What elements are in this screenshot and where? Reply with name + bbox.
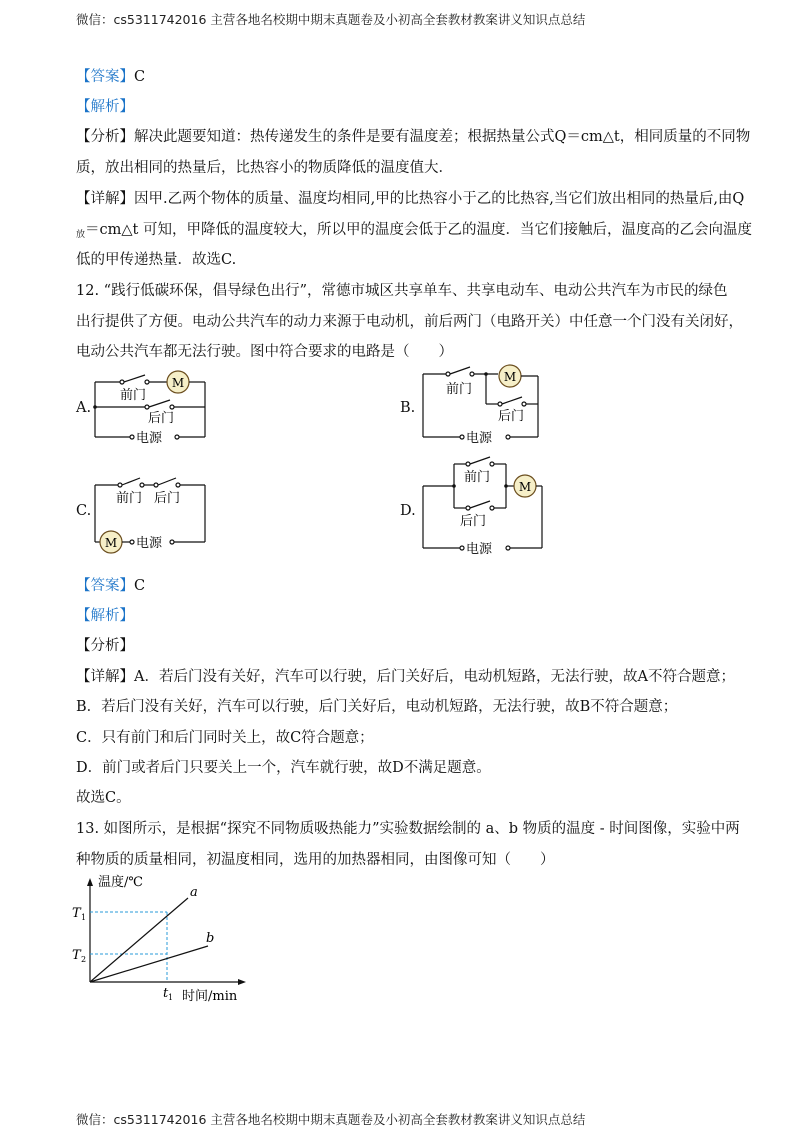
- q12-stem-2: 出行提供了方便。电动公共汽车的动力来源于电动机，前后两门（电路开关）中任意一个门没有关闭好，: [76, 314, 743, 330]
- q12-conclusion: 故选C。: [76, 790, 131, 806]
- q13-stem-2: 种物质的质量相同，初温度相同，选用的加热器相同，由图像可知（ ）: [76, 852, 555, 868]
- power-label: 电源: [136, 536, 163, 551]
- circuit-c-diagram: [90, 470, 215, 555]
- motor-symbol: M: [171, 376, 185, 390]
- xiangjie-tag: 【详解】: [76, 191, 134, 207]
- q12-fenxi-tag: 【分析】: [76, 638, 134, 654]
- circuit-a-diagram: [90, 362, 215, 447]
- front-door-label: 前门: [446, 382, 473, 397]
- answer-value: C: [134, 69, 146, 85]
- back-door-label: 后门: [460, 514, 487, 529]
- line-b-label: b: [206, 931, 215, 946]
- q12-xiangjie-a: [76, 665, 735, 686]
- motor-symbol: M: [503, 370, 517, 384]
- answer-value: C: [134, 578, 146, 594]
- x-axis-label: 时间/min: [182, 989, 238, 1004]
- line-a: [90, 898, 188, 982]
- q11-xiangjie-line-1: [76, 187, 744, 208]
- back-door-label: 后门: [154, 491, 181, 506]
- answer-tag: 【答案】: [76, 69, 134, 85]
- motor-symbol: M: [104, 536, 118, 550]
- junction-dot: [484, 372, 488, 376]
- q12-stem-3: 电动公共汽车都无法行驶。图中符合要求的电路是（ ）: [76, 344, 453, 360]
- q12-xiangjie-d: D．前门或者后门只要关上一个，汽车就行驶，故D不满足题意。: [76, 760, 491, 776]
- q11-xiangjie-line-2: [76, 218, 752, 240]
- back-door-label: 后门: [148, 411, 175, 426]
- q12-analysis-tag: 【解析】: [76, 608, 134, 624]
- fenxi-text: 解决此题要知道：热传递发生的条件是要有温度差；根据热量公式Q＝cm△t，相同质量的不同物: [134, 129, 751, 145]
- time-t1-label: t: [163, 986, 169, 1001]
- junction-dot: [504, 484, 508, 488]
- front-door-label: 前门: [116, 491, 143, 506]
- subscript-fang: 放: [76, 230, 86, 240]
- option-b-label: B.: [400, 400, 416, 416]
- xiangjie-tag: 【详解】: [76, 669, 134, 685]
- circuit-d-diagram: [418, 456, 548, 556]
- motor-symbol: M: [518, 480, 532, 494]
- circuit-b-diagram: [418, 362, 548, 447]
- back-door-label: 后门: [498, 409, 525, 424]
- temperature-time-graph: [70, 870, 260, 1010]
- front-door-label: 前门: [120, 388, 147, 403]
- option-a-label: A.: [76, 400, 92, 416]
- xiangjie-text: 因甲.乙两个物体的质量、温度均相同,甲的比热容小于乙的比热容,当它们放出相同的热量后,由Q: [134, 191, 745, 207]
- option-c-label: C.: [76, 503, 92, 519]
- xiangjie-text-a: A．若后门没有关好，汽车可以行驶，后门关好后，电动机短路，无法行驶，故A不符合题意；: [134, 669, 735, 685]
- x-axis-arrow: [238, 979, 246, 985]
- junction-dot: [93, 405, 97, 409]
- t2-temp-label: T: [72, 948, 81, 963]
- xiangjie-text-2: ＝cm△t 可知，甲降低的温度较大，所以甲的温度会低于乙的温度．当它们接触后，温度高的乙会向温度: [85, 222, 752, 238]
- option-d-label: D.: [400, 503, 416, 519]
- q11-xiangjie-line-3: 低的甲传递热量．故选C.: [76, 252, 237, 268]
- answer-tag: 【答案】: [76, 578, 134, 594]
- power-label: 电源: [136, 431, 163, 446]
- q12-xiangjie-c: C．只有前门和后门同时关上，故C符合题意；: [76, 730, 374, 746]
- power-label: 电源: [466, 542, 493, 556]
- q11-answer-line: [76, 65, 145, 86]
- line-a-label: a: [190, 885, 198, 900]
- q11-fenxi-line-1: [76, 125, 750, 146]
- page-header: 微信：cs5311742016 主营各地名校期中期末真题卷及小初高全套教材教案讲义知识点总结: [76, 12, 586, 27]
- t1-temp-label: T: [72, 906, 81, 921]
- q13-stem-1: 13. 如图所示，是根据“探究不同物质吸热能力”实验数据绘制的 a、b 物质的温度 - 时间图像，实验中两: [76, 821, 740, 837]
- q12-xiangjie-b: B．若后门没有关好，汽车可以行驶，后门关好后，电动机短路，无法行驶，故B不符合题意；: [76, 699, 678, 715]
- front-door-label: 前门: [464, 470, 491, 485]
- q12-answer-line: [76, 574, 145, 595]
- time-t1-subscript: 1: [168, 993, 174, 1002]
- y-axis-label: 温度/℃: [98, 875, 143, 890]
- q11-analysis-tag: 【解析】: [76, 99, 134, 115]
- q12-stem-1: 12. “践行低碳环保，倡导绿色出行”，常德市城区共享单车、共享电动车、电动公共汽车为市民的绿色: [76, 283, 728, 299]
- t1-temp-subscript: 1: [81, 913, 87, 922]
- y-axis-arrow: [87, 878, 93, 886]
- page-footer: 微信：cs5311742016 主营各地名校期中期末真题卷及小初高全套教材教案讲义知识点总结: [76, 1112, 586, 1127]
- q11-fenxi-line-2: 质，放出相同的热量后，比热容小的物质降低的温度值大．: [76, 160, 453, 176]
- t2-temp-subscript: 2: [81, 955, 87, 964]
- fenxi-tag: 【分析】: [76, 129, 134, 145]
- power-label: 电源: [466, 431, 493, 446]
- junction-dot: [452, 484, 456, 488]
- line-b: [90, 946, 208, 982]
